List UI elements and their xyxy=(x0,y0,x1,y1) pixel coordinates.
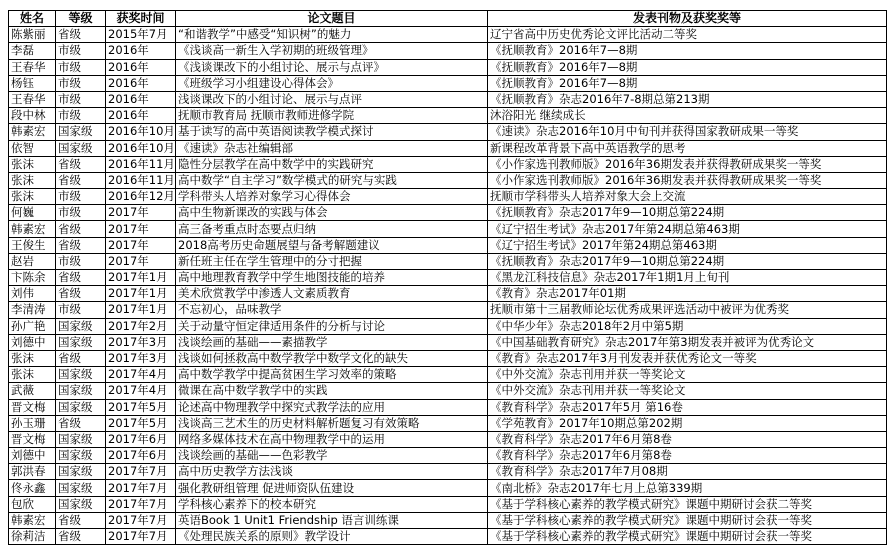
cell-level: 市级 xyxy=(56,189,106,205)
cell-publication-award: 抚顺市第十三届教师论坛优秀成果评选活动中被评为优秀奖 xyxy=(488,302,887,318)
cell-name: 刘德中 xyxy=(9,334,56,350)
cell-publication-award: 《辽宁招生考试》杂志2017年第24期总第463期 xyxy=(488,221,887,237)
cell-award-time: 2016年 xyxy=(106,59,176,75)
cell-award-time: 2017年7月 xyxy=(106,464,176,480)
cell-award-time: 2017年 xyxy=(106,205,176,221)
cell-publication-award: 《教育》杂志2017年01期 xyxy=(488,286,887,302)
cell-level: 市级 xyxy=(56,59,106,75)
cell-paper-title: 高三备考重点时态要点归纳 xyxy=(176,221,488,237)
header-paper-title: 论文题目 xyxy=(176,11,488,27)
cell-publication-award: 抚顺市学科带头人培养对象大会上交流 xyxy=(488,189,887,205)
cell-publication-award: 《教育科学》杂志2017年5月 第16卷 xyxy=(488,399,887,415)
table-row xyxy=(9,383,887,399)
cell-publication-award: 《基于学科核心素养的教学模式研究》课题中期研讨会获二等奖 xyxy=(488,496,887,512)
cell-award-time: 2017年3月 xyxy=(106,350,176,366)
cell-award-time: 2016年10月 xyxy=(106,140,176,156)
table-row xyxy=(9,189,887,205)
cell-award-time: 2015年7月 xyxy=(106,27,176,43)
cell-paper-title: 美术欣赏教学中渗透人文素质教育 xyxy=(176,286,488,302)
cell-level: 市级 xyxy=(56,75,106,91)
cell-publication-award: 《中外交流》杂志刊用并获一等奖论文 xyxy=(488,383,887,399)
cell-publication-award: 《中外交流》杂志刊用并获一等奖论文 xyxy=(488,367,887,383)
cell-paper-title: 论述高中物理教学中探究式教学法的应用 xyxy=(176,399,488,415)
cell-award-time: 2016年10月 xyxy=(106,124,176,140)
table-row xyxy=(9,75,887,91)
table-row xyxy=(9,302,887,318)
cell-paper-title: 强化教研组管理 促进师资队伍建设 xyxy=(176,480,488,496)
table-row xyxy=(9,172,887,188)
cell-name: 韩素宏 xyxy=(9,221,56,237)
cell-award-time: 2017年1月 xyxy=(106,286,176,302)
header-level: 等级 xyxy=(56,11,106,27)
table-row xyxy=(9,399,887,415)
cell-level: 国家级 xyxy=(56,480,106,496)
cell-name: 依智 xyxy=(9,140,56,156)
table-row xyxy=(9,415,887,431)
table-row xyxy=(9,464,887,480)
table-row xyxy=(9,140,887,156)
cell-name: 王春华 xyxy=(9,59,56,75)
cell-award-time: 2016年 xyxy=(106,108,176,124)
cell-award-time: 2016年 xyxy=(106,75,176,91)
cell-name: 晋文梅 xyxy=(9,399,56,415)
cell-level: 省级 xyxy=(56,172,106,188)
cell-level: 省级 xyxy=(56,415,106,431)
cell-level: 国家级 xyxy=(56,334,106,350)
table-row xyxy=(9,221,887,237)
cell-level: 省级 xyxy=(56,350,106,366)
cell-paper-title: 关于动量守恒定律适用条件的分析与讨论 xyxy=(176,318,488,334)
cell-paper-title: 《速读》杂志社编辑部 xyxy=(176,140,488,156)
cell-paper-title: 《浅谈课改下的小组讨论、展示与点评》 xyxy=(176,59,488,75)
cell-paper-title: 浅谈课改下的小组讨论、展示与点评 xyxy=(176,91,488,107)
cell-name: 王春华 xyxy=(9,91,56,107)
cell-level: 国家级 xyxy=(56,448,106,464)
cell-name: 杨钰 xyxy=(9,75,56,91)
cell-level: 省级 xyxy=(56,286,106,302)
table-row xyxy=(9,156,887,172)
cell-award-time: 2017年6月 xyxy=(106,431,176,447)
cell-name: 张沫 xyxy=(9,172,56,188)
cell-paper-title: 2018高考历史命题展望与备考解题建议 xyxy=(176,237,488,253)
cell-publication-award: 《抚顺教育》杂志2017年9—10期总第224期 xyxy=(488,253,887,269)
cell-paper-title: 高中生物新课改的实践与体会 xyxy=(176,205,488,221)
cell-award-time: 2016年 xyxy=(106,43,176,59)
cell-award-time: 2017年2月 xyxy=(106,318,176,334)
cell-publication-award: 《抚顺教育》2016年7—8期 xyxy=(488,75,887,91)
table-row xyxy=(9,334,887,350)
cell-name: 李清涛 xyxy=(9,302,56,318)
cell-name: 卞陈余 xyxy=(9,270,56,286)
cell-level: 省级 xyxy=(56,156,106,172)
header-row xyxy=(9,11,887,27)
cell-level: 市级 xyxy=(56,91,106,107)
table-row xyxy=(9,43,887,59)
cell-publication-award: 《速读》杂志2016年10月中旬刊并获得国家教研成果一等奖 xyxy=(488,124,887,140)
cell-paper-title: 浅谈绘画的基础——素描教学 xyxy=(176,334,488,350)
cell-publication-award: 《辽宁招生考试》2017年第24期总第463期 xyxy=(488,237,887,253)
cell-publication-award: 《基于学科核心素养的教学模式研究》课题中期研讨会获一等奖 xyxy=(488,529,887,545)
header-name: 姓名 xyxy=(9,11,56,27)
cell-paper-title: 隐性分层教学在高中数学中的实践研究 xyxy=(176,156,488,172)
cell-level: 市级 xyxy=(56,43,106,59)
cell-level: 国家级 xyxy=(56,383,106,399)
cell-publication-award: 沐浴阳光 继续成长 xyxy=(488,108,887,124)
cell-award-time: 2017年4月 xyxy=(106,383,176,399)
header-award-time: 获奖时间 xyxy=(106,11,176,27)
cell-level: 省级 xyxy=(56,237,106,253)
cell-award-time: 2017年7月 xyxy=(106,529,176,545)
cell-paper-title: 浅谈高三艺术生的历史材料解析题复习有效策略 xyxy=(176,415,488,431)
cell-level: 国家级 xyxy=(56,399,106,415)
cell-publication-award: 《中国基础教育研究》杂志2017年第3期发表并被评为优秀论文 xyxy=(488,334,887,350)
cell-award-time: 2017年1月 xyxy=(106,270,176,286)
cell-level: 国家级 xyxy=(56,431,106,447)
cell-paper-title: 高中数学教学中提高贫困生学习效率的策略 xyxy=(176,367,488,383)
cell-publication-award: 《小作家选刊教师版》2016年36期发表并获得教研成果奖一等奖 xyxy=(488,172,887,188)
cell-name: 刘伟 xyxy=(9,286,56,302)
cell-level: 市级 xyxy=(56,205,106,221)
cell-award-time: 2016年12月 xyxy=(106,189,176,205)
award-spreadsheet xyxy=(8,10,887,545)
table-row xyxy=(9,27,887,43)
cell-paper-title: 浅谈如何拯救高中数学教学中数学文化的缺失 xyxy=(176,350,488,366)
cell-name: 张沫 xyxy=(9,367,56,383)
cell-level: 国家级 xyxy=(56,367,106,383)
cell-paper-title: 基于读写的高中英语阅读教学模式探讨 xyxy=(176,124,488,140)
cell-paper-title: 英语Book 1 Unit1 Friendship 语言训练课 xyxy=(176,512,488,528)
cell-paper-title: 不忘初心，品味教学 xyxy=(176,302,488,318)
cell-level: 市级 xyxy=(56,253,106,269)
cell-publication-award: 《南北桥》杂志2017年七月上总第339期 xyxy=(488,480,887,496)
cell-publication-award: 新课程改革背景下高中英语教学的思考 xyxy=(488,140,887,156)
table-row xyxy=(9,286,887,302)
cell-level: 省级 xyxy=(56,221,106,237)
table-row xyxy=(9,59,887,75)
cell-paper-title: 学科带头人培养对象学习心得体会 xyxy=(176,189,488,205)
table-row xyxy=(9,367,887,383)
table-body xyxy=(9,27,887,545)
cell-paper-title: 《浅谈高一新生入学初期的班级管理》 xyxy=(176,43,488,59)
table-row xyxy=(9,496,887,512)
header-publication-award: 发表刊物及获奖奖等 xyxy=(488,11,887,27)
cell-publication-award: 《抚顺教育》杂志2016年7-8期总第213期 xyxy=(488,91,887,107)
cell-award-time: 2016年 xyxy=(106,91,176,107)
cell-name: 韩素宏 xyxy=(9,124,56,140)
table-row xyxy=(9,91,887,107)
cell-publication-award: 《教育》杂志2017年3月刊发表并获优秀论文一等奖 xyxy=(488,350,887,366)
cell-level: 市级 xyxy=(56,302,106,318)
cell-paper-title: 抚顺市教育局 抚顺市教师进修学院 xyxy=(176,108,488,124)
cell-paper-title: 高中地理教育教学中学生地图技能的培养 xyxy=(176,270,488,286)
cell-award-time: 2017年 xyxy=(106,237,176,253)
cell-award-time: 2017年6月 xyxy=(106,448,176,464)
cell-publication-award: 《基于学科核心素养的教学模式研究》课题中期研讨会获一等奖 xyxy=(488,512,887,528)
cell-award-time: 2017年7月 xyxy=(106,480,176,496)
cell-name: 佟永鑫 xyxy=(9,480,56,496)
cell-name: 刘德中 xyxy=(9,448,56,464)
cell-award-time: 2017年1月 xyxy=(106,302,176,318)
cell-name: 陈紫丽 xyxy=(9,27,56,43)
cell-award-time: 2017年4月 xyxy=(106,367,176,383)
cell-publication-award: 《教育科学》杂志2017年6月第8卷 xyxy=(488,431,887,447)
cell-publication-award: 《黑龙江科技信息》杂志2017年1期1月上旬刊 xyxy=(488,270,887,286)
cell-name: 张沫 xyxy=(9,156,56,172)
cell-level: 国家级 xyxy=(56,318,106,334)
cell-name: 李磊 xyxy=(9,43,56,59)
cell-name: 张沫 xyxy=(9,350,56,366)
cell-paper-title: 《班级学习小组建设心得体会》 xyxy=(176,75,488,91)
cell-paper-title: 学科核心素养下的校本研究 xyxy=(176,496,488,512)
cell-level: 国家级 xyxy=(56,496,106,512)
cell-publication-award: 《学苑教育》2017年10期总第202期 xyxy=(488,415,887,431)
cell-name: 孙玉珊 xyxy=(9,415,56,431)
table-row xyxy=(9,529,887,545)
cell-publication-award: 《教育科学》杂志2017年7月08期 xyxy=(488,464,887,480)
cell-name: 郭洪春 xyxy=(9,464,56,480)
cell-publication-award: 《抚顺教育》杂志2017年9—10期总第224期 xyxy=(488,205,887,221)
cell-award-time: 2016年11月 xyxy=(106,156,176,172)
cell-name: 武薇 xyxy=(9,383,56,399)
cell-award-time: 2017年3月 xyxy=(106,334,176,350)
cell-name: 张沫 xyxy=(9,189,56,205)
cell-level: 国家级 xyxy=(56,124,106,140)
cell-award-time: 2017年7月 xyxy=(106,512,176,528)
cell-award-time: 2016年11月 xyxy=(106,172,176,188)
cell-paper-title: 网络多媒体技术在高中物理教学中的运用 xyxy=(176,431,488,447)
cell-level: 市级 xyxy=(56,108,106,124)
cell-publication-award: 《抚顺教育》2016年7—8期 xyxy=(488,59,887,75)
cell-level: 国家级 xyxy=(56,140,106,156)
cell-level: 省级 xyxy=(56,27,106,43)
cell-name: 王俊生 xyxy=(9,237,56,253)
table-row xyxy=(9,108,887,124)
cell-publication-award: 《抚顺教育》2016年7—8期 xyxy=(488,43,887,59)
table-row xyxy=(9,448,887,464)
cell-publication-award: 《教育科学》杂志2017年6月第8卷 xyxy=(488,448,887,464)
table-row xyxy=(9,318,887,334)
cell-paper-title: 浅谈绘画的基础——色彩教学 xyxy=(176,448,488,464)
cell-name: 何巍 xyxy=(9,205,56,221)
table-row xyxy=(9,253,887,269)
table-row xyxy=(9,480,887,496)
cell-publication-award: 辽宁省高中历史优秀论文评比活动二等奖 xyxy=(488,27,887,43)
cell-award-time: 2017年5月 xyxy=(106,415,176,431)
cell-award-time: 2017年7月 xyxy=(106,496,176,512)
table-row xyxy=(9,270,887,286)
table-row xyxy=(9,431,887,447)
cell-name: 徐莉洁 xyxy=(9,529,56,545)
cell-paper-title: 高中数学“自主学习”数学模式的研究与实践 xyxy=(176,172,488,188)
cell-name: 包欣 xyxy=(9,496,56,512)
cell-paper-title: 新任班主任在学生管理中的分寸把握 xyxy=(176,253,488,269)
cell-name: 赵岩 xyxy=(9,253,56,269)
cell-name: 孙广艳 xyxy=(9,318,56,334)
papers-table xyxy=(8,10,887,545)
cell-level: 省级 xyxy=(56,529,106,545)
cell-name: 韩素宏 xyxy=(9,512,56,528)
cell-award-time: 2017年 xyxy=(106,221,176,237)
cell-award-time: 2017年5月 xyxy=(106,399,176,415)
cell-publication-award: 《小作家选刊教师版》2016年36期发表并获得教研成果奖一等奖 xyxy=(488,156,887,172)
table-row xyxy=(9,124,887,140)
cell-level: 省级 xyxy=(56,512,106,528)
cell-level: 省级 xyxy=(56,270,106,286)
table-row xyxy=(9,512,887,528)
cell-paper-title: 微课在高中数学教学中的实践 xyxy=(176,383,488,399)
table-row xyxy=(9,205,887,221)
table-row xyxy=(9,350,887,366)
cell-award-time: 2017年 xyxy=(106,253,176,269)
cell-paper-title: 《处理民族关系的原则》教学设计 xyxy=(176,529,488,545)
cell-publication-award: 《中华少年》杂志2018年2月中第5期 xyxy=(488,318,887,334)
table-row xyxy=(9,237,887,253)
cell-name: 晋文梅 xyxy=(9,431,56,447)
cell-name: 段中林 xyxy=(9,108,56,124)
cell-level: 国家级 xyxy=(56,464,106,480)
cell-paper-title: 高中历史教学方法浅谈 xyxy=(176,464,488,480)
cell-paper-title: “和谐教学”中感受“知识树”的魅力 xyxy=(176,27,488,43)
